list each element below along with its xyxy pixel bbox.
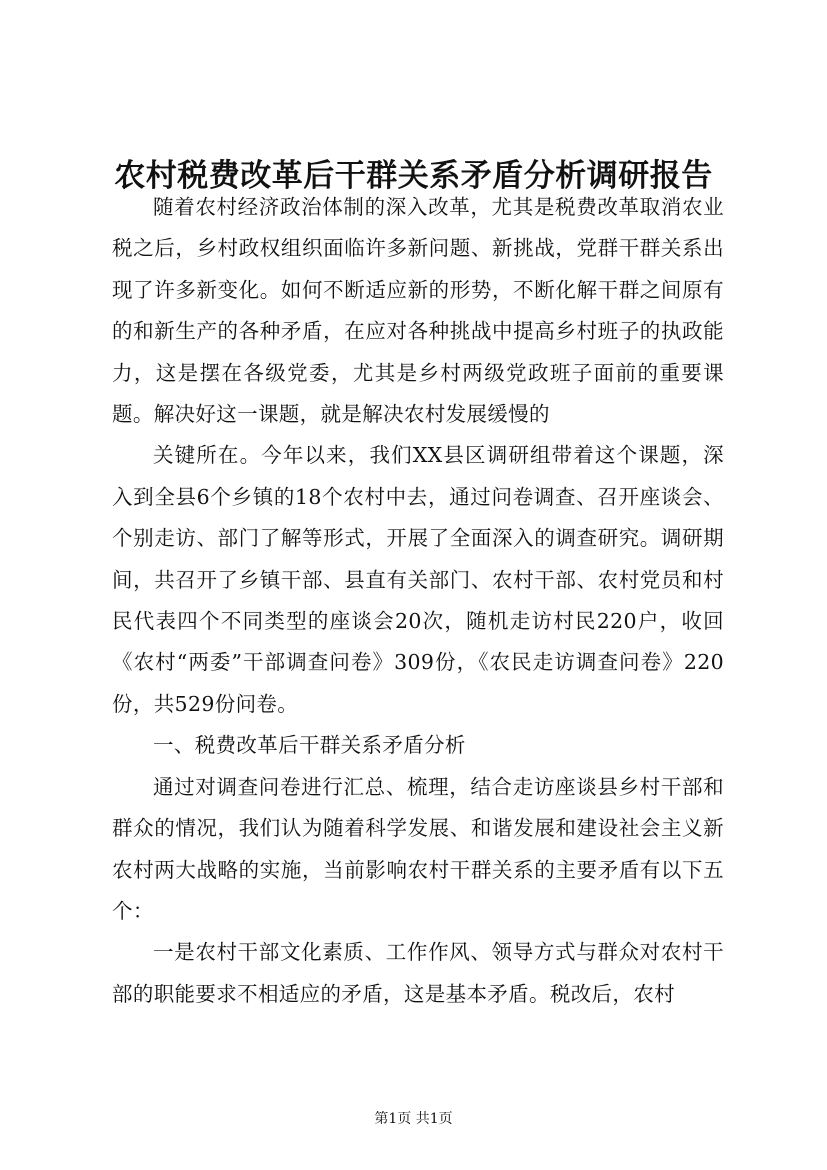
paragraph-analysis-intro: 通过对调查问卷进行汇总、梳理，结合走访座谈县乡村干部和群众的情况，我们认为随着科学发展、和谐发展和建设社会主义新农村两大战略的实施，当前影响农村干群关系的主要矛盾有以下五个： bbox=[112, 774, 724, 923]
paragraph-first-contradiction: 一是农村干部文化素质、工作作风、领导方式与群众对农村干部的职能要求不相适应的矛盾，这是基本矛盾。税改后，农村 bbox=[112, 940, 724, 1006]
section-heading-1: 一、税费改革后干群关系矛盾分析 bbox=[153, 733, 466, 758]
document-body bbox=[112, 187, 724, 1015]
document-title: 农村税费改革后干群关系矛盾分析调研报告 bbox=[114, 158, 713, 194]
page-number-footer: 第1页 共1页 bbox=[374, 1111, 453, 1127]
paragraph-intro: 随着农村经济政治体制的深入改革，尤其是税费改革取消农业税之后，乡村政权组织面临许多新问题、新挑战，党群干群关系出现了许多新变化。如何不断适应新的形势，不断化解干群之间原有的和新生产的各种矛盾，在应对各种挑战中提高乡村班子的执政能力，这是摆在各级党委，尤其是乡村两级党政班子面前的重要课题。解决好这一课题，就是解决农村发展缓慢的 bbox=[112, 195, 724, 427]
paragraph-research-overview: 关键所在。今年以来，我们XX县区调研组带着这个课题，深入到全县6个乡镇的18个农村中去，通过问卷调查、召开座谈会、个别走访、部门了解等形式，开展了全面深入的调查研究。调研期间，共召开了乡镇干部、县直有关部门、农村干部、农村党员和村民代表四个不同类型的座谈会20次，随机走访村民220户，收回《农村“两委”干部调查问卷》309份，《农民走访调查问卷》220份，共529份问卷。 bbox=[112, 443, 724, 716]
